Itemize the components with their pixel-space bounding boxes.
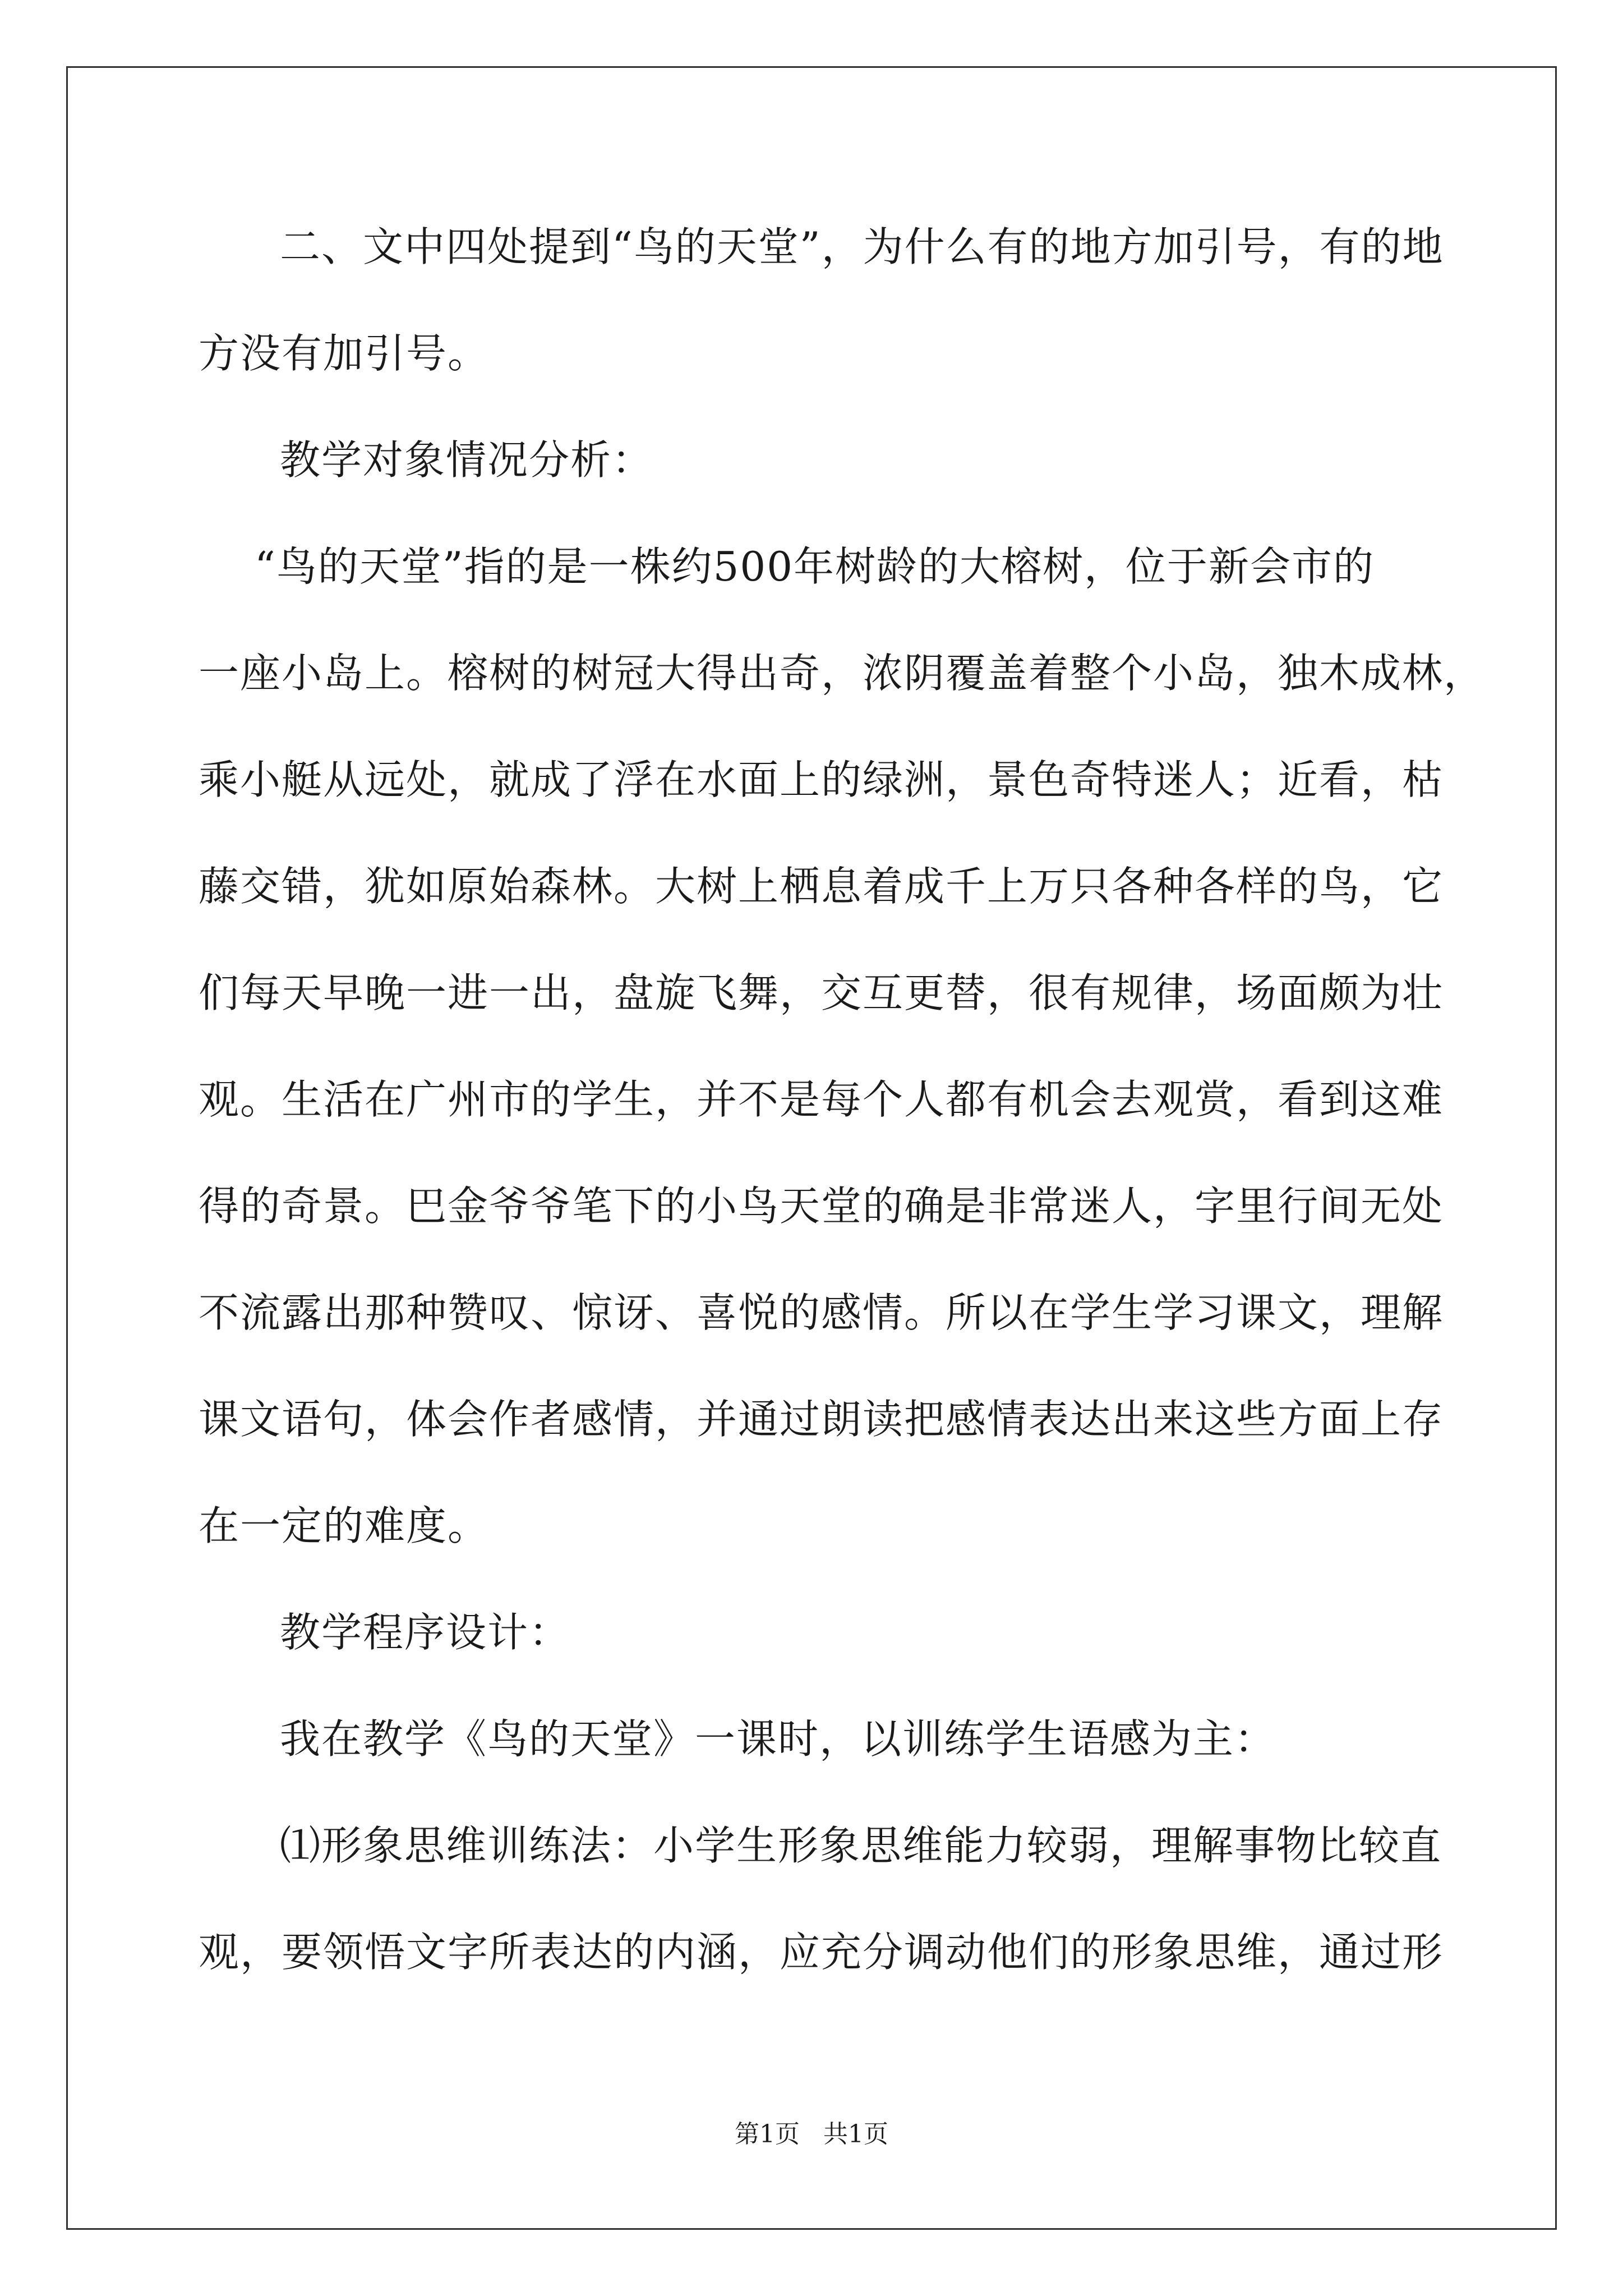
section-heading-procedure: 教学程序设计： xyxy=(280,1609,571,1656)
page-footer: 第1页 共1页 xyxy=(735,2120,888,2148)
text-line-16: ⑴形象思维训练法：小学生形象思维能力较弱，理解事物比较直 xyxy=(280,1822,1442,1869)
section-heading-analysis: 教学对象情况分析： xyxy=(280,436,654,484)
text-line-2: 方没有加引号。 xyxy=(199,330,490,377)
text-line-17: 观，要领悟文字所表达的内涵，应充分调动他们的形象思维，通过形 xyxy=(199,1929,1444,1976)
text-line-12: 课文语句，体会作者感情，并通过朗读把感情表达出来这些方面上存 xyxy=(199,1396,1444,1443)
page-border xyxy=(66,66,1557,2230)
text-line-11: 不流露出那种赞叹、惊讶、喜悦的感情。所以在学生学习课文，理解 xyxy=(199,1289,1444,1336)
text-line-7: 藤交错，犹如原始森林。大树上栖息着成千上万只各种各样的鸟，它 xyxy=(199,863,1444,910)
text-line-13: 在一定的难度。 xyxy=(199,1502,490,1549)
text-line-1: 二、文中四处提到“鸟的天堂”，为什么有的地方加引号，有的地 xyxy=(280,223,1444,270)
text-line-5: 一座小岛上。榕树的树冠大得出奇，浓阴覆盖着整个小岛，独木成林， xyxy=(199,650,1486,697)
text-line-9: 观。生活在广州市的学生，并不是每个人都有机会去观赏，看到这难 xyxy=(199,1076,1444,1123)
text-line-4: “鸟的天堂”指的是一株约500年树龄的大榕树，位于新会市的 xyxy=(255,543,1375,590)
text-line-8: 们每天早晚一进一出，盘旋飞舞，交互更替，很有规律，场面颇为壮 xyxy=(199,969,1444,1016)
text-line-15: 我在教学《鸟的天堂》一课时，以训练学生语感为主： xyxy=(280,1715,1276,1763)
text-line-10: 得的奇景。巴金爷爷笔下的小鸟天堂的确是非常迷人，字里行间无处 xyxy=(199,1182,1444,1230)
text-line-6: 乘小艇从远处，就成了浮在水面上的绿洲，景色奇特迷人；近看，枯 xyxy=(199,756,1444,803)
